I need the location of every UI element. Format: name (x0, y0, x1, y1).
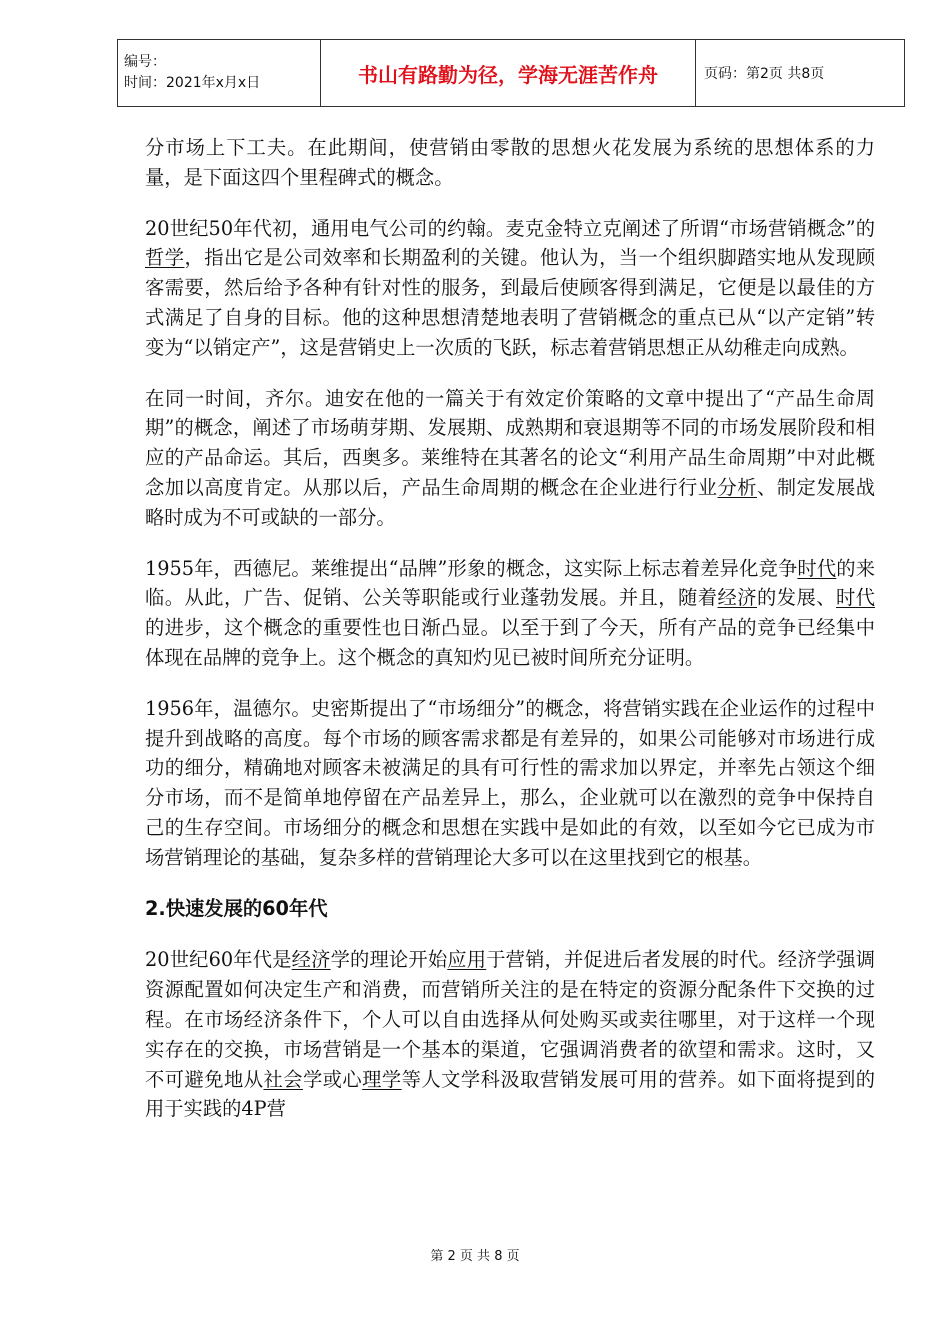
text-run: 等人文学科汲取营销发展可用的营养。如下面将提到的用于实践的4P营 (145, 1067, 876, 1121)
underlined-link-text: 时代 (797, 556, 837, 580)
underlined-link-text: 经济 (291, 948, 331, 972)
section-heading: 2.快速发展的60年代 (145, 896, 328, 920)
body-paragraph (145, 945, 875, 1124)
text-run: 20世纪50年代初，通用电气公司的约翰。麦克金特立克阐述了所谓“市场营销概念”的 (145, 216, 875, 240)
underlined-link-text: 经济 (717, 586, 758, 610)
text-run: 1955年，西德尼。莱维提出“品牌”形象的概念，这实际上标志着差异化竞争 (145, 556, 798, 580)
page-footer: 第 2 页 共 8 页 (430, 1249, 520, 1264)
text-run: 分市场上下工夫。在此期间，使营销由零散的思想火花发展为系统的思想体系的力量，是下面这四个里程碑式的概念。 (145, 136, 875, 189)
text-run: 学或心 (302, 1067, 363, 1091)
text-run: 的进步，这个概念的重要性也日渐凸显。以至于到了今天，所有产品的竞争已经集中体现在品牌的竞争上。这个概念的真知灼见已被时间所充分证明。 (145, 616, 875, 669)
underlined-link-text: 分析 (717, 475, 758, 499)
text-run: 、制定发展战略时成为不可或缺的一部分。 (145, 475, 876, 529)
underlined-link-text: 社会 (263, 1067, 303, 1091)
text-run: ，指出它是公司效率和长期盈利的关键。他认为，当一个组织脚踏实地从发现顾客需要，然后给予各种有针对性的服务，到最后使顾客得到满足，它便是以最佳的方式满足了自身的目标。他的这种思想清楚地表明了营销概念的重点已从“以产定销”转变为“以销定产”，这是营销史上一次质的飞跃，标志着营销思想正从幼稚走向成熟。 (145, 246, 875, 359)
text-run: 20世纪60年代是 (145, 948, 292, 972)
document-time-label: 时间：2021年x月x日 (124, 75, 261, 91)
body-paragraph (145, 133, 875, 193)
text-run: 的发展、 (757, 586, 836, 610)
header-motto: 书山有路勤为径，学海无涯苦作舟 (321, 40, 696, 107)
underlined-link-text: 应用 (447, 948, 487, 972)
text-run: 于营销，并促进后者发展的时代。经济学强调资源配置如何决定生产和消费，而营销所关注的是在特定的资源分配条件下交换的过程。在市场经济条件下，个人可以自由选择从何处购买或卖往哪里，对于这样一个现实存在的交换，市场营销是一个基本的渠道，它强调消费者的欲望和需求。这时，又不可避免地从 (145, 948, 876, 1091)
text-run: 的来临。从此，广告、促销、公关等职能或行业蓬勃发展。并且，随着 (145, 556, 876, 610)
header-info-cell (118, 40, 321, 107)
document-header (117, 39, 905, 107)
text-run: 学的理论开始 (330, 948, 448, 972)
body-paragraph (145, 694, 875, 873)
body-paragraph (145, 384, 875, 533)
document-body (145, 133, 875, 1145)
body-paragraph (145, 214, 875, 363)
underlined-link-text: 时代 (835, 586, 876, 610)
underlined-link-text: 哲学 (145, 246, 185, 270)
document-number-label: 编号： (124, 54, 166, 70)
header-page-label: 页码：第2页 共8页 (696, 40, 905, 107)
text-run: 1956年，温德尔。史密斯提出了“市场细分”的概念，将营销实践在企业运作的过程中提升到战略的高度。每个市场的顾客需求都是有差异的，如果公司能够对市场进行成功的细分，精确地对顾客未被满足的具有可行性的需求加以界定，并率先占领这个细分市场，而不是简单地停留在产品差异上，那么，企业就可以在激烈的竞争中保持自己的生存空间。市场细分的概念和思想在实践中是如此的有效，以至如今它已成为市场营销理论的基础，复杂多样的营销理论大多可以在这里找到它的根基。 (145, 696, 875, 869)
underlined-link-text: 理学 (362, 1067, 402, 1091)
text-run: 在同一时间，齐尔。迪安在他的一篇关于有效定价策略的文章中提出了“产品生命周期”的概念，阐述了市场萌芽期、发展期、成熟期和衰退期等不同的市场发展阶段和相应的产品命运。其后，西奥多。莱维特在其著名的论文“利用产品生命周期”中对此概念加以高度肯定。从那以后，产品生命周期的概念在企业进行行业 (145, 386, 875, 499)
body-paragraph (145, 554, 875, 673)
